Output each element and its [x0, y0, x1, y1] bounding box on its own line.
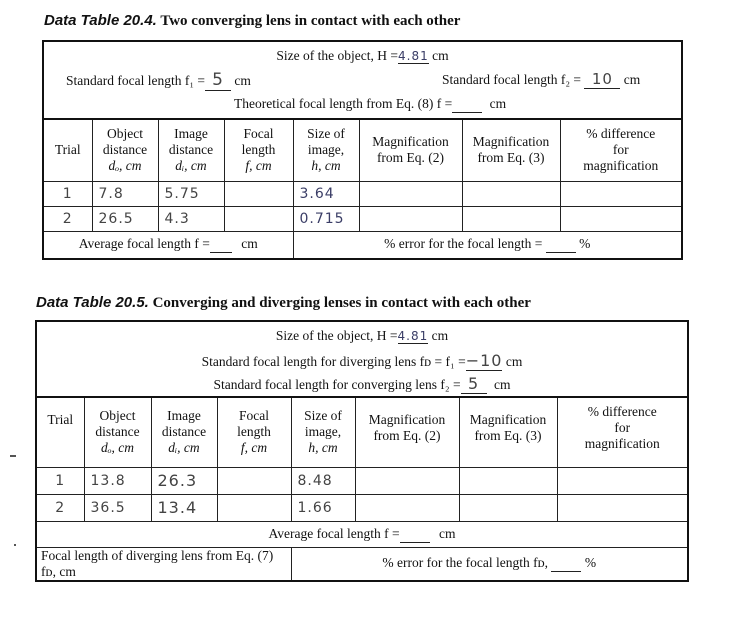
- t2-r1-trial: 1: [36, 467, 84, 494]
- t1-pd-1: % difference: [586, 126, 656, 142]
- t2-r1-h: 8.48: [291, 467, 355, 494]
- t2-si-2: image,: [304, 424, 342, 440]
- t1-r1-h: 3.64: [293, 181, 359, 206]
- table1-theoretical-unit: cm: [489, 96, 507, 111]
- t1-m2-1: Magnification: [372, 134, 449, 150]
- t2-r1-di: 26.3: [151, 467, 217, 494]
- t2-id-2: distance: [161, 424, 207, 440]
- t1-fl-2: length: [241, 142, 276, 158]
- t2-si-1: Size of: [304, 408, 342, 424]
- t1-r1-m2: [359, 181, 462, 206]
- t1-r2-h: 0.715: [293, 206, 359, 231]
- t1-r2-pd: [560, 206, 682, 231]
- t2-id-3: dᵢ, cm: [168, 440, 200, 456]
- data-table-20-4: [42, 40, 683, 260]
- t2-r2-h: 1.66: [291, 494, 355, 521]
- table1-average: [43, 231, 293, 259]
- table1-average-unit: cm: [241, 236, 258, 252]
- table1-col-trial: Trial: [43, 119, 92, 181]
- table1-col-image-distance: [158, 119, 224, 181]
- table2-size-object: [37, 328, 687, 344]
- t1-pd-3: magnification: [583, 158, 659, 174]
- table1-size-object-prefix: Size of the object, H =: [276, 48, 398, 63]
- t1-r1-pd: [560, 181, 682, 206]
- table1-f2: [442, 70, 640, 89]
- t1-fl-1: Focal: [243, 126, 274, 142]
- table1-theoretical: [234, 96, 506, 113]
- table1-f1-value: 5: [205, 70, 231, 91]
- table2-size-object-value: 4.81: [397, 329, 429, 343]
- table1-theoretical-blank: [452, 96, 482, 113]
- t2-r1-f: [217, 467, 291, 494]
- table1-col-focal-length: [224, 119, 293, 181]
- t1-od-2: distance: [102, 142, 148, 158]
- table1-header-block: [43, 41, 682, 119]
- table1-f1: [66, 70, 251, 91]
- table1-col-object-distance: [92, 119, 158, 181]
- t1-pd-2: for: [612, 142, 629, 158]
- table1-average-blank: [210, 236, 232, 253]
- t2-r1-pd: [557, 467, 688, 494]
- t1-r2-di: 4.3: [158, 206, 224, 231]
- table2-diverging-focal: [36, 547, 291, 581]
- t1-m3-1: Magnification: [472, 134, 550, 150]
- t1-si-1: Size of: [307, 126, 345, 142]
- table-row: [36, 467, 688, 494]
- t2-od-2: distance: [95, 424, 140, 440]
- t1-r1-di: 5.75: [158, 181, 224, 206]
- t1-r1-m3: [462, 181, 560, 206]
- table1-f2-unit: cm: [623, 72, 641, 87]
- table1-caption-text: Two converging lens in contact with each other: [160, 13, 461, 29]
- t2-m3-1: Magnification: [469, 412, 547, 427]
- t2-r2-f: [217, 494, 291, 521]
- t1-od-3: dₒ, cm: [108, 158, 142, 174]
- table1-error-blank: [546, 236, 576, 253]
- t2-r1-do: 13.8: [84, 467, 151, 494]
- data-table-20-5: [35, 320, 689, 582]
- t2-m3-2: from Eq. (3): [474, 428, 542, 443]
- t1-m2-2: from Eq. (2): [376, 150, 445, 166]
- table2-fc-prefix: Standard focal length for converging lens f₂ =: [213, 377, 461, 392]
- table2-error-blank: [551, 555, 581, 572]
- table2-fd-prefix: Standard focal length for diverging lens fᴅ = f₁ =: [201, 354, 466, 369]
- table-row: [43, 206, 682, 231]
- scan-mark: [14, 544, 16, 546]
- table2-header-block: [36, 321, 688, 397]
- table2-error-unit: %: [584, 555, 597, 570]
- table1-theoretical-prefix: Theoretical focal length from Eq. (8) f =: [234, 96, 453, 111]
- t2-id-1: Image: [167, 408, 201, 424]
- t1-id-3: dᵢ, cm: [175, 158, 207, 174]
- t2-pd-2: for: [614, 420, 631, 435]
- t2-pd-3: magnification: [584, 436, 660, 451]
- table2-caption-label: Data Table 20.5.: [36, 294, 149, 311]
- t1-fl-3: f, cm: [245, 158, 272, 174]
- table2-fd-unit: cm: [505, 354, 523, 369]
- table1-col-size-of-image: [293, 119, 359, 181]
- t1-id-2: distance: [168, 142, 214, 158]
- scan-mark: [10, 455, 16, 457]
- table2-size-object-unit: cm: [431, 328, 449, 343]
- table1-f1-unit: cm: [234, 73, 251, 88]
- table1-f1-prefix: Standard focal length f₁ =: [66, 73, 206, 88]
- table2-col-trial: Trial: [36, 397, 84, 467]
- t1-r2-m2: [359, 206, 462, 231]
- table1-average-prefix: Average focal length f =: [78, 236, 210, 252]
- t1-m3-2: from Eq. (3): [477, 150, 545, 166]
- t2-r2-do: 36.5: [84, 494, 151, 521]
- table2-average-unit: cm: [438, 525, 456, 541]
- t2-r2-di: 13.4: [151, 494, 217, 521]
- t1-r1-do: 7.8: [92, 181, 158, 206]
- table1-size-object-unit: cm: [432, 48, 449, 63]
- t2-m2-2: from Eq. (2): [373, 428, 441, 443]
- table2-col-size-of-image: [291, 397, 355, 467]
- table1-error-unit: %: [579, 236, 591, 252]
- table2-col-mag-eq3: [459, 397, 557, 467]
- t1-r2-trial: 2: [43, 206, 92, 231]
- table2-average: [36, 521, 688, 547]
- table1-caption-label: Data Table 20.4.: [44, 12, 157, 29]
- t2-m2-1: Magnification: [368, 412, 446, 427]
- t2-pd-1: % difference: [587, 404, 657, 419]
- table2-fc-value: 5: [461, 374, 487, 394]
- t2-r2-pd: [557, 494, 688, 521]
- t1-r1-f: [224, 181, 293, 206]
- table2-error: [291, 547, 688, 581]
- table2-average-prefix: Average focal length f =: [268, 525, 400, 541]
- table2-average-blank: [400, 526, 430, 543]
- t1-r2-f: [224, 206, 293, 231]
- t1-r2-m3: [462, 206, 560, 231]
- t2-od-1: Object: [99, 408, 136, 424]
- t1-id-1: Image: [174, 126, 208, 142]
- t2-r1-m2: [355, 467, 459, 494]
- table1-caption: [44, 12, 460, 30]
- table-row: [36, 494, 688, 521]
- table1-col-pct-diff: [560, 119, 682, 181]
- t2-si-3: h, cm: [308, 440, 338, 456]
- table1-error: [293, 231, 682, 259]
- table1-size-object-value: 4.81: [398, 49, 429, 63]
- table2-col-focal-length: [217, 397, 291, 467]
- t2-fl-2: length: [237, 424, 271, 440]
- table2-caption: [36, 294, 531, 312]
- t1-r1-trial: 1: [43, 181, 92, 206]
- t1-si-3: h, cm: [311, 158, 341, 174]
- t2-fl-3: f, cm: [240, 440, 268, 456]
- t2-r2-m3: [459, 494, 557, 521]
- table2-size-object-prefix: Size of the object, H =: [275, 328, 398, 343]
- table2-col-mag-eq2: [355, 397, 459, 467]
- t1-si-2: image,: [307, 142, 345, 158]
- t2-r2-trial: 2: [36, 494, 84, 521]
- table1-f2-prefix: Standard focal length f₂ =: [442, 72, 582, 87]
- table1-col-mag-eq2: [359, 119, 462, 181]
- table2-col-object-distance: [84, 397, 151, 467]
- table2-caption-text: Converging and diverging lenses in contact with each other: [152, 295, 531, 311]
- t1-r2-do: 26.5: [92, 206, 158, 231]
- table2-error-prefix: % error for the focal length fᴅ,: [382, 555, 549, 570]
- table1-error-prefix: % error for the focal length =: [384, 236, 543, 252]
- t2-od-3: dₒ, cm: [100, 440, 135, 456]
- table1-size-object: [44, 48, 681, 64]
- t2-fl-1: Focal: [239, 408, 269, 424]
- table2-fd-value: −10: [465, 351, 503, 370]
- table2-fd: [37, 351, 687, 371]
- table2-col-image-distance: [151, 397, 217, 467]
- t2-r1-m3: [459, 467, 557, 494]
- table2-fc-unit: cm: [494, 377, 511, 392]
- table1-f2-value: 10: [584, 70, 620, 89]
- t2-r2-m2: [355, 494, 459, 521]
- table-row: [43, 181, 682, 206]
- t1-od-1: Object: [107, 126, 143, 142]
- table2-diverging-label: Focal length of diverging lens from Eq. (7) fᴅ, cm: [41, 547, 274, 579]
- table1-col-mag-eq3: [462, 119, 560, 181]
- table2-fc: [37, 374, 687, 394]
- table2-col-pct-diff: [557, 397, 688, 467]
